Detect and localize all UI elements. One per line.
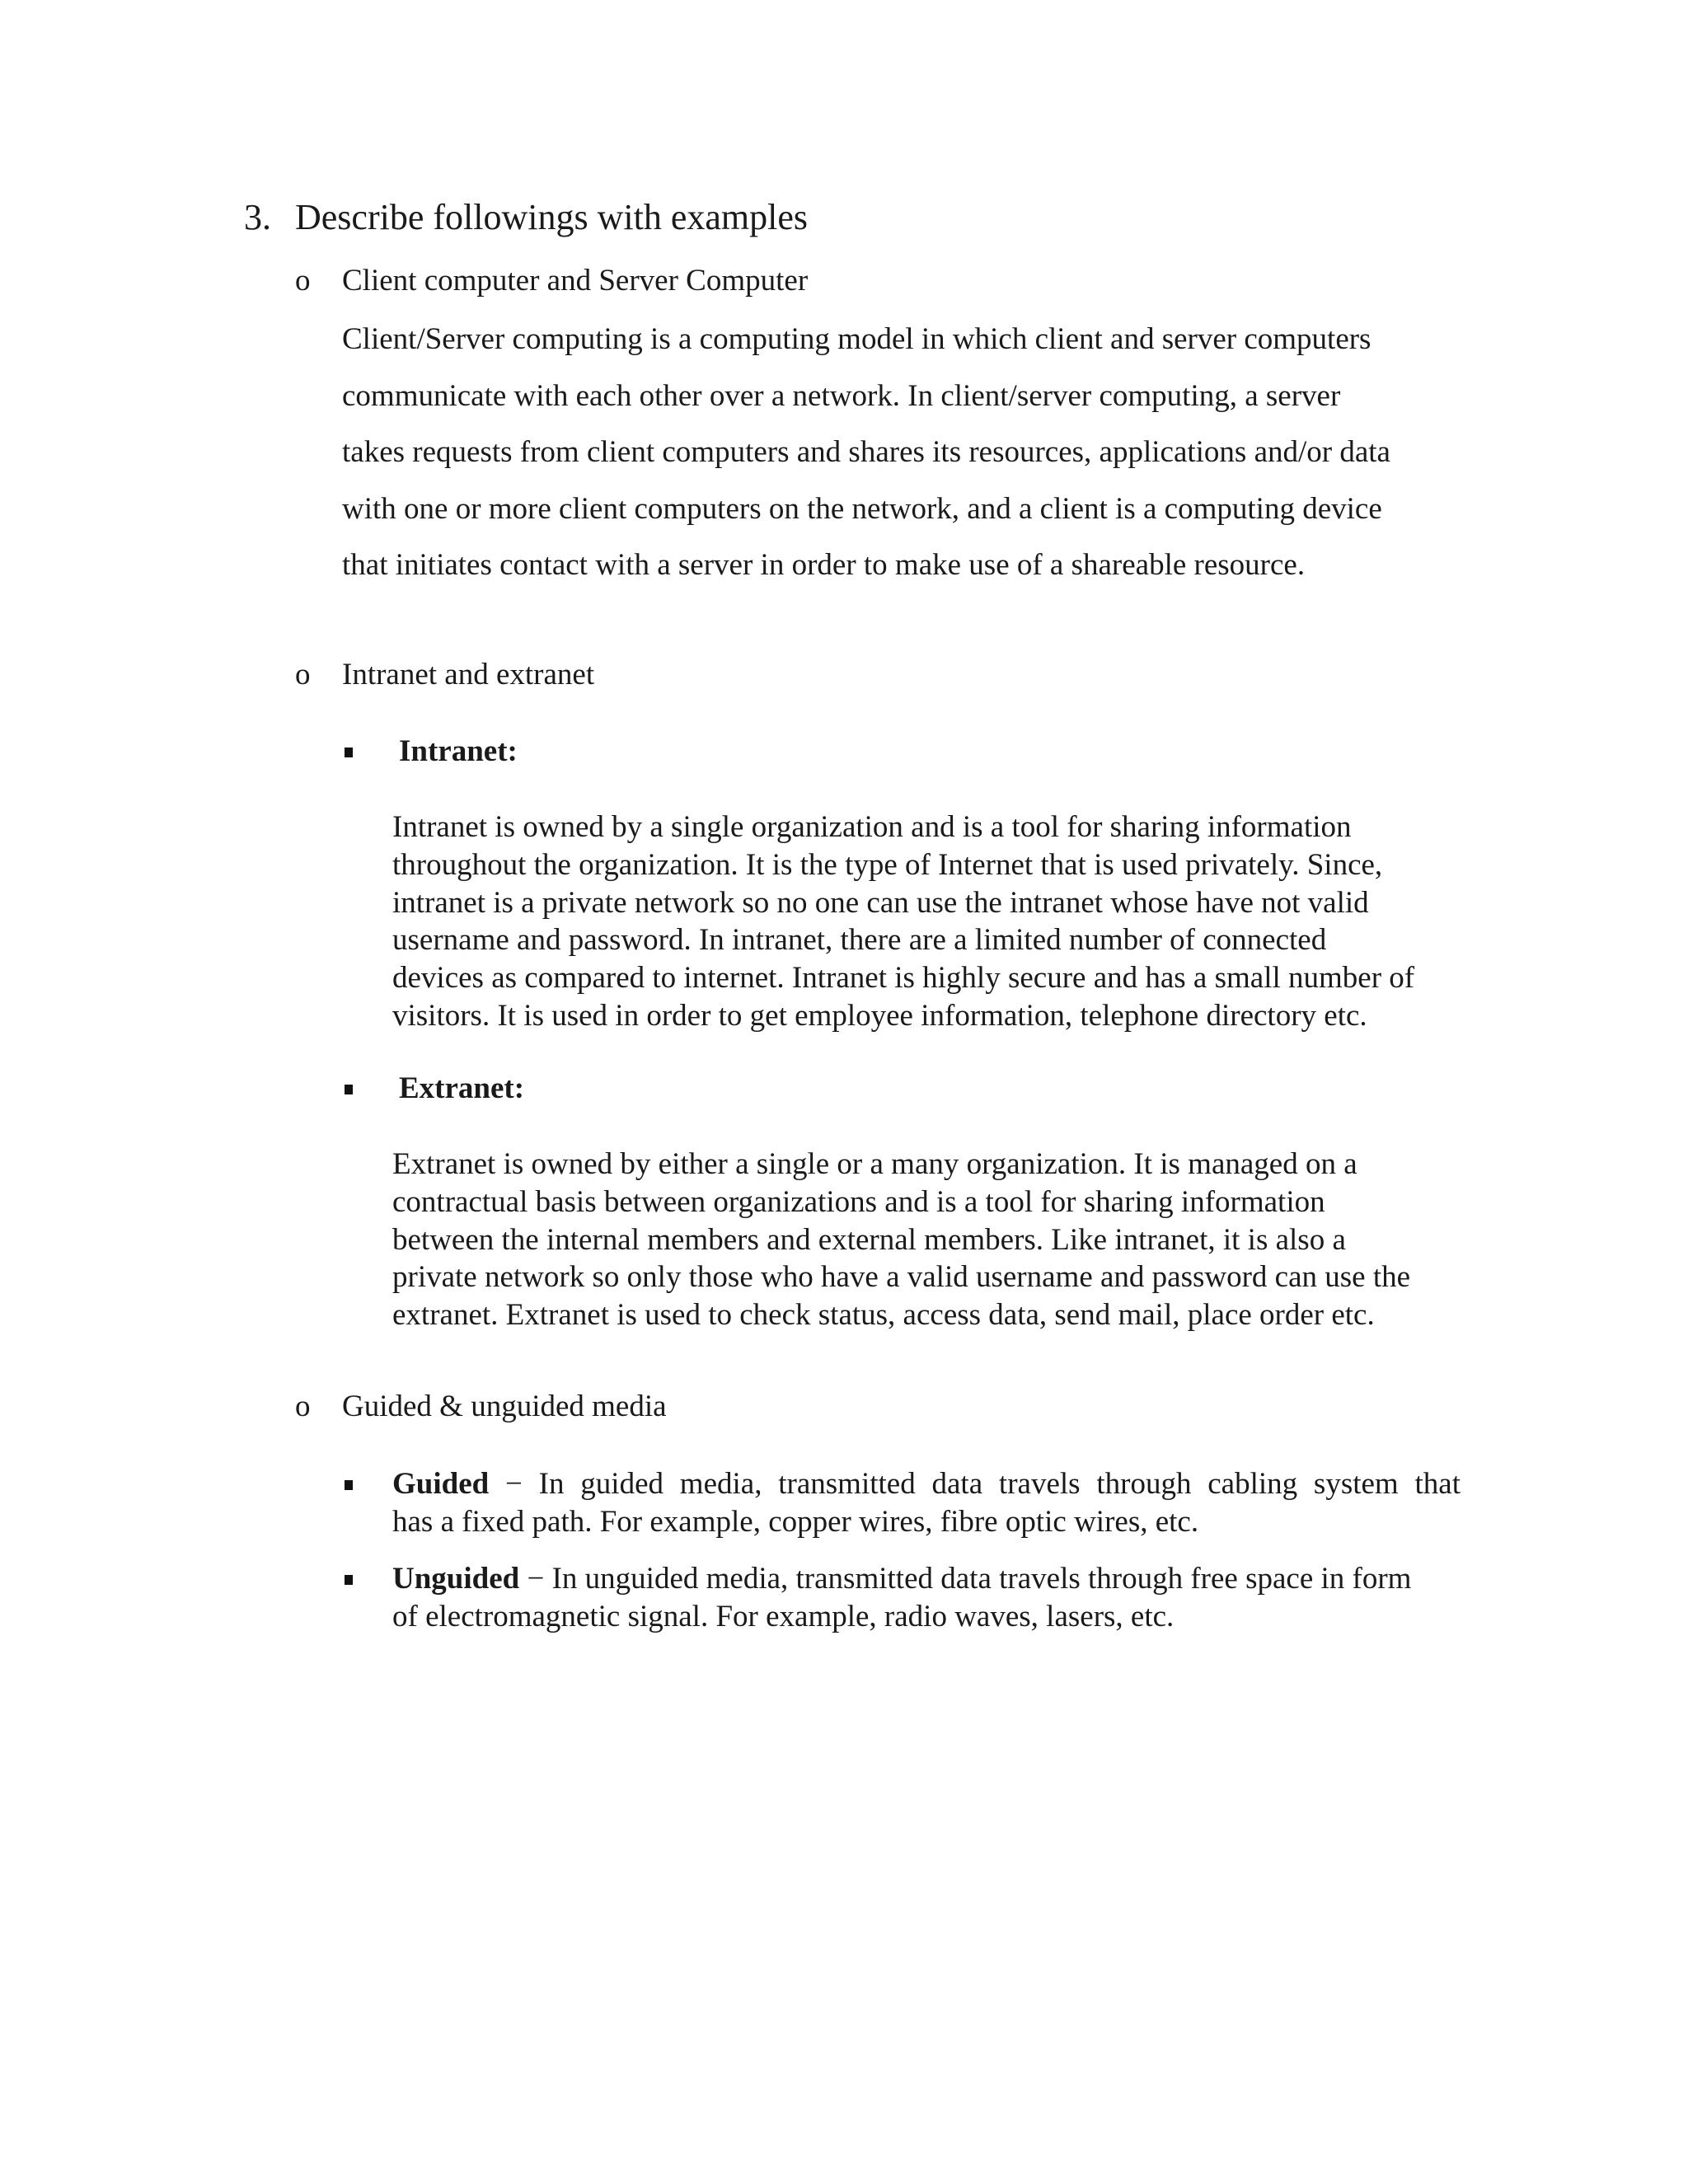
square-bullet-icon [345,1480,353,1490]
guided-line-2: has a fixed path. For example, copper wires, fibre optic wires, etc. [392,1504,1199,1539]
question-number: 3. [244,197,271,237]
square-bullet-icon [345,748,353,757]
circle-bullet-icon: o [295,1390,311,1423]
square-bullet-icon [345,1085,353,1094]
paragraph-line: Intranet is owned by a single organization and is a tool for sharing information [392,810,1352,844]
unguided-item [392,1560,1461,1635]
paragraph-line: devices as compared to internet. Intranet is highly secure and has a small number of [392,961,1415,996]
unguided-line-2: of electromagnetic signal. For example, radio waves, lasers, etc. [392,1599,1175,1633]
paragraph-line: private network so only those who have a valid username and password can use the [392,1260,1411,1295]
guided-line-1 [392,1465,1461,1503]
paragraph-line: username and password. In intranet, there are a limited number of connected [392,923,1327,958]
media-heading: Guided & unguided media [342,1390,667,1423]
guided-description: − In guided media, transmitted data travels through cabling system that [489,1467,1461,1501]
square-bullet-icon [345,1575,353,1585]
paragraph-line: visitors. It is used in order to get employee information, telephone directory etc. [392,998,1367,1033]
paragraph-line: communicate with each other over a network. In client/server computing, a server [342,378,1341,413]
client-server-heading: Client computer and Server Computer [342,264,809,298]
guided-term: Guided [392,1467,490,1501]
extranet-paragraph [392,1146,1482,1334]
paragraph-line: extranet. Extranet is used to check status, access data, send mail, place order etc. [392,1298,1375,1333]
paragraph-line: Client/Server computing is a computing model in which client and server computers [342,322,1372,356]
guided-item [392,1465,1461,1540]
paragraph-line: that initiates contact with a server in order to make use of a shareable resource. [342,548,1306,582]
intranet-paragraph [392,808,1482,1035]
circle-bullet-icon: o [295,658,311,691]
client-server-paragraph [342,312,1479,594]
question-title: Describe followings with examples [295,197,808,237]
paragraph-line: with one or more client computers on the network, and a client is a computing device [342,491,1382,526]
paragraph-line: intranet is a private network so no one can use the intranet whose have not valid [392,885,1369,920]
extranet-label: Extranet: [399,1071,525,1105]
unguided-description: − In unguided media, transmitted data travels through free space in form [519,1562,1412,1596]
circle-bullet-icon: o [295,264,311,298]
unguided-line-1 [392,1560,1461,1598]
intranet-extranet-heading: Intranet and extranet [342,658,595,691]
paragraph-line: contractual basis between organizations and is a tool for sharing information [392,1184,1325,1219]
paragraph-line: throughout the organization. It is the type of Internet that is used privately. Since, [392,847,1383,882]
paragraph-line: Extranet is owned by either a single or a many organization. It is managed on a [392,1147,1357,1181]
paragraph-line: takes requests from client computers and shares its resources, applications and/or data [342,435,1390,469]
paragraph-line: between the internal members and external members. Like intranet, it is also a [392,1222,1346,1257]
intranet-label: Intranet: [399,734,518,768]
unguided-term: Unguided [392,1562,520,1596]
